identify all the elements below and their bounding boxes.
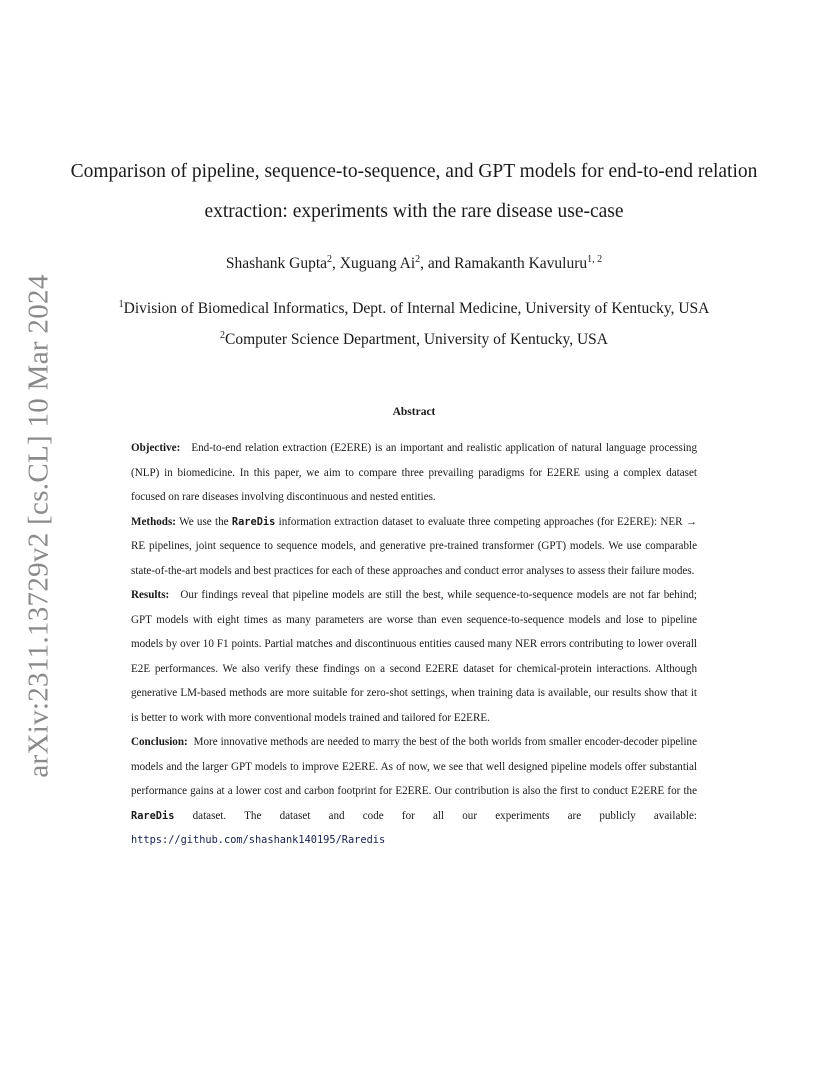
abstract-body <box>131 436 697 853</box>
repository-link[interactable]: https://github.com/shashank140195/Raredis <box>131 834 386 846</box>
author-list <box>60 255 768 273</box>
author-kavuluru: , and Ramakanth Kavuluru <box>420 255 588 272</box>
methods-paragraph <box>131 510 697 584</box>
methods-label: Methods: <box>131 515 176 528</box>
affiliation-2-marker: 2 <box>220 329 226 341</box>
objective-label: Objective: <box>131 442 181 454</box>
affiliation-1-text: Division of Biomedical Informatics, Dept. of Internal Medicine, University of Kentucky, USA <box>123 300 710 317</box>
objective-paragraph <box>131 436 697 510</box>
results-text: Our findings reveal that pipeline models are still the best, while sequence-to-sequence models are not far behind; GPT models with eight times as many parameters are worse than even sequence-to-sequence models and lose to pipeline models by over 10 F1 points. Partial matches and discontinuous entities caused many NER errors contributing to lower overall E2E performances. We also verify these findings on a second E2ERE dataset for chemical-protein interactions. Although generative LM-based methods are more suitable for zero-shot settings, when training data is available, our results show that it is better to work with more conventional models trained and tailored for E2ERE. <box>131 589 697 724</box>
conclusion-paragraph <box>131 730 697 853</box>
dataset-name: RareDis <box>131 809 175 822</box>
objective-text: End-to-end relation extraction (E2ERE) is an important and realistic application of natural language processing (NLP) in biomedicine. In this paper, we aim to compare three prevailing paradigms for E2ERE using a complex dataset focused on rare diseases involving discontinuous and nested entities. <box>131 442 697 503</box>
author-gupta-affiliation: 2 <box>327 253 333 265</box>
results-label: Results: <box>131 589 170 601</box>
methods-text-post: information extraction dataset to evaluate three competing approaches (for E2ERE): NER → RE pipelines, joint sequence to sequence models, and generative pre-trained transformer (GPT) models. We use comparable state-of-the-art models and best practices for each of these approaches and conduct error analyses to assess their failure modes. <box>131 515 697 577</box>
results-paragraph <box>131 583 697 730</box>
author-ai-affiliation: 2 <box>415 253 421 265</box>
paper-title: Comparison of pipeline, sequence-to-sequence, and GPT models for end-to-end relation extraction: experiments with the rare disease use-case <box>70 161 758 222</box>
affiliation-1-marker: 1 <box>118 298 124 310</box>
author-kavuluru-affiliation: 1, 2 <box>587 253 603 265</box>
conclusion-text-pre: More innovative methods are needed to marry the best of the both worlds from smaller encoder-decoder pipeline models and the larger GPT models to improve E2ERE. As of now, we see that well designed pipeline models offer substantial performance gains at a lower cost and carbon footprint for E2ERE. Our contribution is also the first to conduct E2ERE for the <box>131 736 697 797</box>
conclusion-label: Conclusion: <box>131 736 188 748</box>
affiliation-2 <box>60 331 768 349</box>
methods-text-pre: We use the <box>179 515 229 528</box>
author-gupta: Shashank Gupta <box>225 255 328 272</box>
dataset-name: RareDis <box>231 515 276 528</box>
conclusion-text-post: dataset. The dataset and code for all our experiments are publicly available: <box>192 809 697 822</box>
abstract-heading: Abstract <box>392 406 436 418</box>
author-ai: , Xuguang Ai <box>332 255 416 272</box>
affiliation-1 <box>60 300 768 318</box>
affiliation-2-text: Computer Science Department, University of Kentucky, USA <box>225 331 608 348</box>
arxiv-identifier-stamp: arXiv:2311.13729v2 [cs.CL] 10 Mar 2024 <box>22 274 55 778</box>
